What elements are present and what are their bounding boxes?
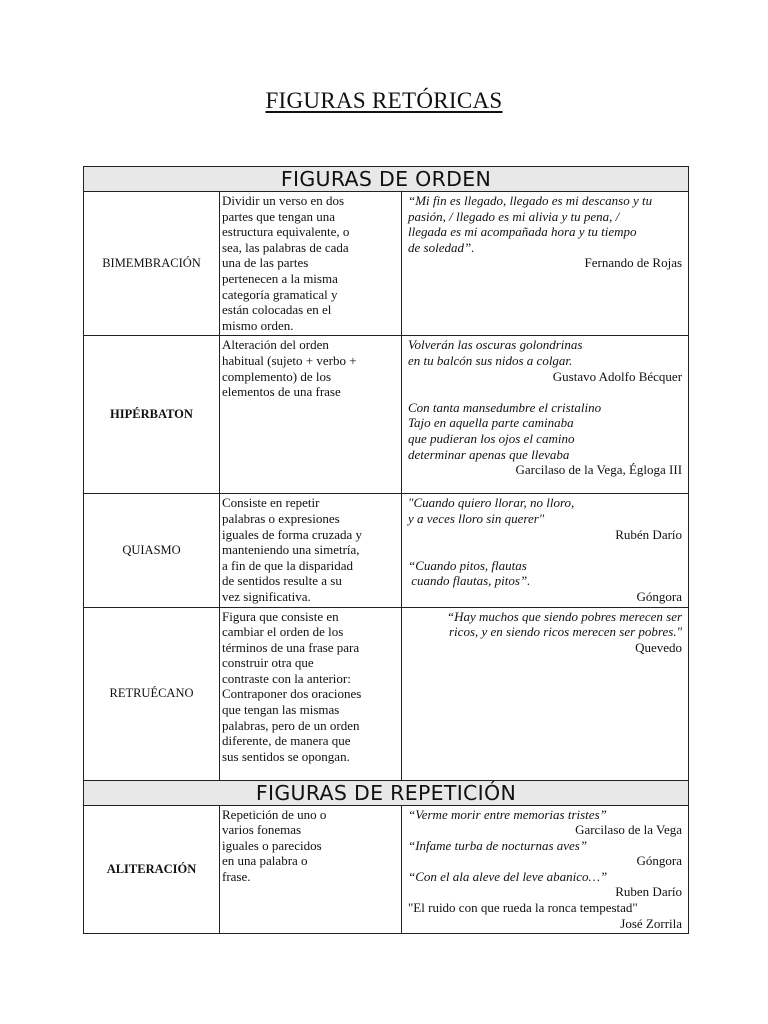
- definition-line: Dividir un verso en dos: [222, 193, 345, 208]
- table-row-aliteracion: [84, 805, 689, 934]
- example-line: “Hay muchos que siendo pobres merecen ser: [446, 608, 683, 624]
- definition-line: elementos de una frase: [222, 384, 341, 400]
- example-line: “Verme morir entre memorias tristes”: [408, 806, 607, 822]
- example-line: y a veces lloro sin querer": [408, 510, 545, 526]
- section-heading-label: FIGURAS DE ORDEN: [84, 167, 689, 192]
- example-line: ricos, y en siendo ricos merecen ser pobres.": [449, 624, 683, 640]
- definition-line: iguales o parecidos: [222, 837, 322, 853]
- definition-line: Repetición de uno o: [222, 806, 327, 822]
- definition-line: complemento) de los: [222, 368, 332, 384]
- figure-definition: [220, 805, 402, 934]
- table-row-hiperbaton: [84, 336, 689, 494]
- table-row-retruecano: [84, 607, 689, 780]
- figure-name: ALITERACIÓN: [84, 805, 220, 934]
- definition-line: cambiar el orden de los: [222, 624, 344, 640]
- definition-line: una de las partes: [222, 255, 309, 271]
- definition-line: diferente, de manera que: [222, 733, 351, 749]
- definition-line: iguales de forma cruzada y: [222, 526, 363, 542]
- example-author: Góngora: [636, 588, 683, 604]
- example-author: José Zorrila: [620, 915, 683, 931]
- example-line: que pudieran los ojos el camino: [408, 430, 575, 446]
- section-heading-repeticion: [84, 780, 689, 805]
- figure-examples: [402, 805, 689, 934]
- example-line: Con tanta mansedumbre el cristalino: [408, 399, 602, 415]
- definition-line: en una palabra o: [222, 853, 308, 869]
- definition-line: de sentidos resulte a su: [222, 573, 342, 589]
- example-line: “Mi fin es llegado, llegado es mi descanso y tu: [408, 193, 653, 208]
- definition-line: partes que tengan una: [222, 208, 335, 224]
- figure-definition: [220, 607, 402, 780]
- definition-line: Consiste en repetir: [222, 495, 320, 511]
- example-line: "El ruido con que rueda la ronca tempestad": [408, 900, 638, 916]
- definition-line: vez significativa.: [222, 588, 311, 604]
- example-line: en tu balcón sus nidos a colgar.: [408, 352, 573, 368]
- example-line: llegada es mi acompañada hora y tu tiempo: [408, 224, 637, 240]
- definition-line: manteniendo una simetría,: [222, 542, 360, 558]
- page-title: FIGURAS RETÓRICAS: [265, 88, 503, 113]
- example-author: Gustavo Adolfo Bécquer: [552, 368, 683, 384]
- figure-examples: [402, 336, 689, 494]
- example-line: determinar apenas que llevaba: [408, 446, 570, 462]
- definition-line: frase.: [222, 868, 251, 884]
- definition-line: están colocadas en el: [222, 302, 332, 318]
- example-line: pasión, / llegado es mi alivia y tu pena, /: [408, 208, 620, 224]
- definition-line: Contraponer dos oraciones: [222, 686, 362, 702]
- figure-examples: [402, 494, 689, 607]
- figure-definition: [220, 336, 402, 494]
- example-author: Góngora: [636, 853, 683, 869]
- example-author: Fernando de Rojas: [584, 255, 683, 271]
- section-heading-label: FIGURAS DE REPETICIÓN: [84, 780, 689, 805]
- example-author: Rubén Darío: [615, 526, 683, 542]
- figure-name: RETRUÉCANO: [84, 607, 220, 780]
- definition-line: a fin de que la disparidad: [222, 557, 354, 573]
- section-heading-orden: [84, 167, 689, 192]
- example-line: "Cuando quiero llorar, no lloro,: [408, 495, 575, 511]
- example-author: Garcilaso de la Vega, Égloga III: [515, 462, 683, 478]
- definition-line: sea, las palabras de cada: [222, 239, 349, 255]
- example-author: Quevedo: [635, 639, 683, 655]
- definition-line: palabras o expresiones: [222, 510, 340, 526]
- figure-definition: [220, 192, 402, 336]
- figure-examples: [402, 192, 689, 336]
- figure-name: BIMEMBRACIÓN: [84, 192, 220, 336]
- figure-definition: [220, 494, 402, 607]
- definition-line: Figura que consiste en: [222, 608, 339, 624]
- figures-table: [83, 166, 689, 934]
- example-line: “Infame turba de nocturnas aves”: [408, 837, 588, 853]
- example-author: Ruben Darío: [615, 884, 683, 900]
- definition-line: pertenecen a la misma: [222, 270, 338, 286]
- table-row-bimembracion: [84, 192, 689, 336]
- example-line: Volverán las oscuras golondrinas: [408, 337, 583, 353]
- example-line: “Con el ala aleve del leve abanico…”: [408, 868, 608, 884]
- definition-line: habitual (sujeto + verbo +: [222, 352, 357, 368]
- figure-name: QUIASMO: [84, 494, 220, 607]
- definition-line: varios fonemas: [222, 822, 302, 838]
- example-line: “Cuando pitos, flautas: [408, 557, 527, 573]
- definition-line: palabras, pero de un orden: [222, 717, 360, 733]
- definition-line: contraste con la anterior:: [222, 670, 351, 686]
- definition-line: construir otra que: [222, 655, 314, 671]
- definition-line: sus sentidos se opongan.: [222, 748, 350, 764]
- definition-line: que tengan las mismas: [222, 702, 340, 718]
- table-row-quiasmo: [84, 494, 689, 607]
- definition-line: estructura equivalente, o: [222, 224, 350, 240]
- example-line: Tajo en aquella parte caminaba: [408, 415, 574, 431]
- figure-name: HIPÉRBATON: [84, 336, 220, 494]
- definition-line: mismo orden.: [222, 317, 294, 333]
- definition-line: categoría gramatical y: [222, 286, 338, 302]
- example-line: de soledad”.: [408, 239, 475, 255]
- definition-line: términos de una frase para: [222, 639, 360, 655]
- example-line: cuando flautas, pitos”.: [408, 573, 531, 589]
- definition-line: Alteración del orden: [222, 337, 329, 353]
- example-author: Garcilaso de la Vega: [575, 822, 683, 838]
- figure-examples: [402, 607, 689, 780]
